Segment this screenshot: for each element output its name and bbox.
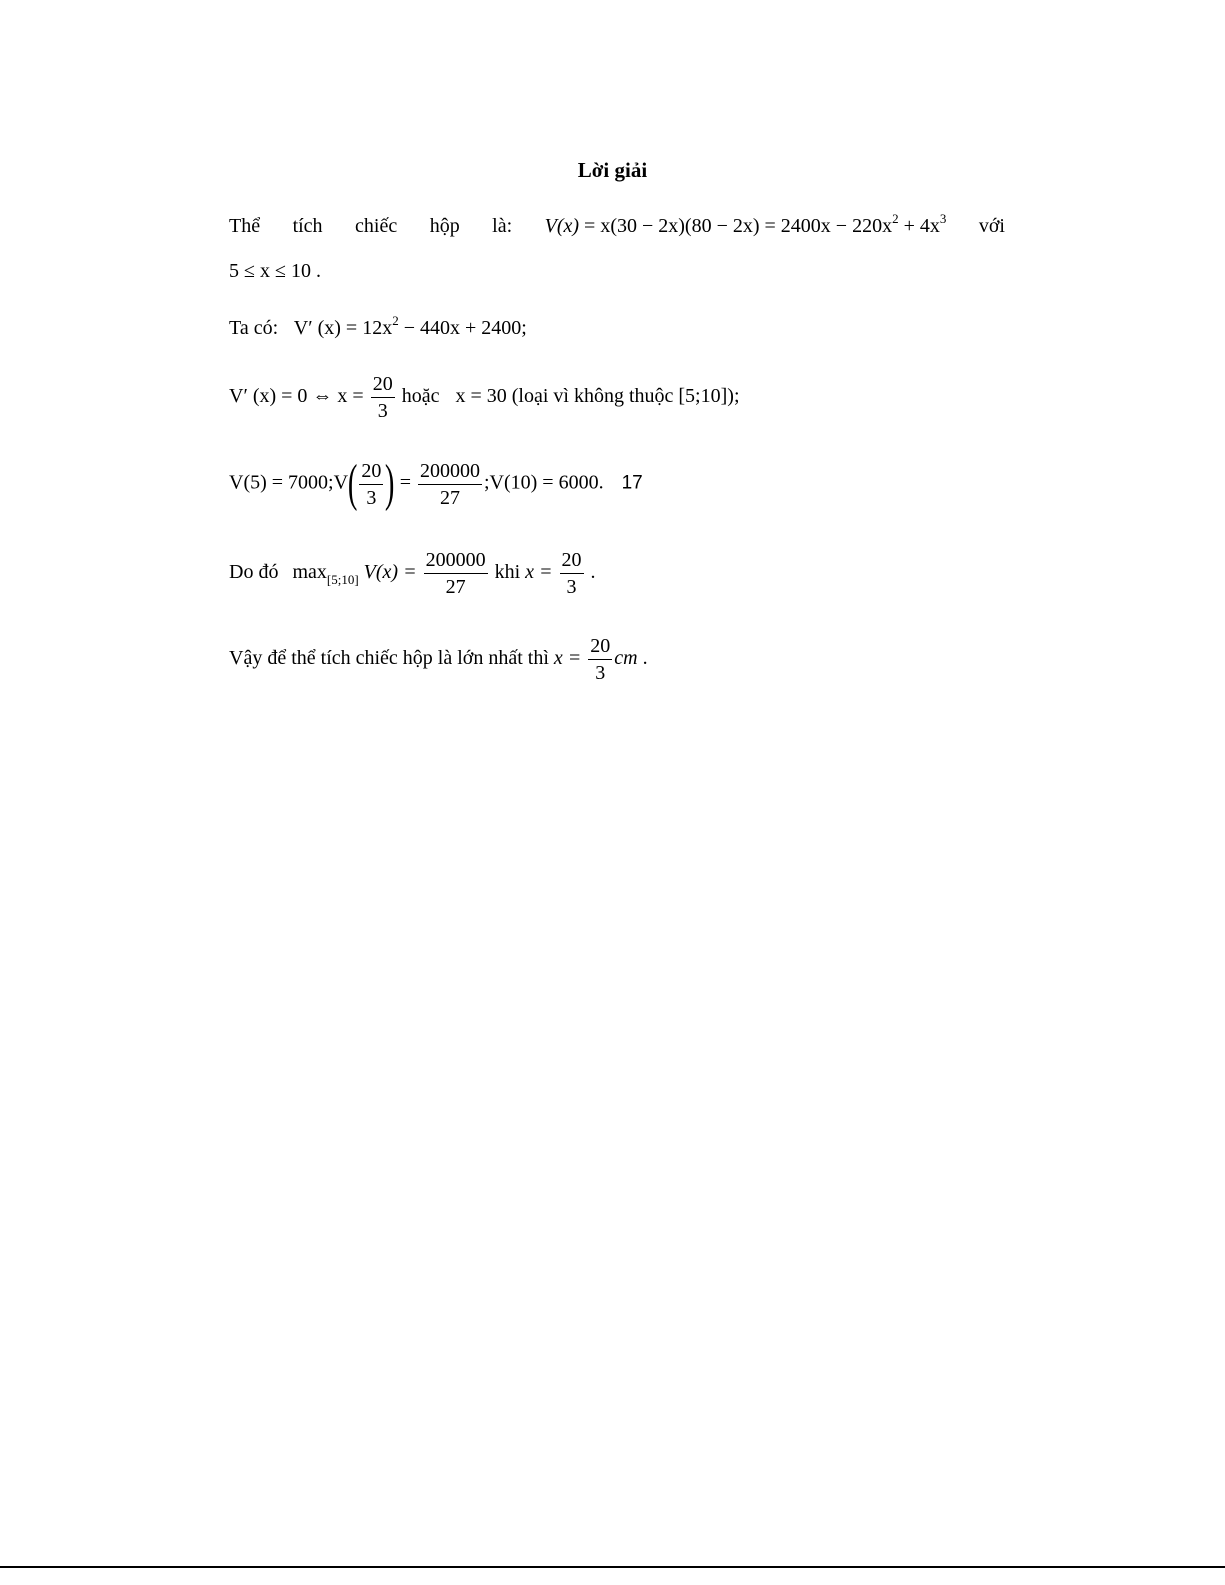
fraction-numerator: 200000 (418, 461, 482, 485)
max-operator: max (292, 561, 327, 584)
fraction-numerator: 200000 (424, 550, 488, 574)
right-paren: ) (385, 455, 395, 512)
fraction-numerator: 20 (371, 374, 395, 398)
interval: [5;10] (678, 385, 728, 408)
left-paren: ( (347, 455, 358, 512)
word-hoac: hoặc (401, 385, 440, 408)
fraction-20-over-3 (359, 461, 383, 508)
volume-formula (544, 211, 947, 237)
fraction-200000-over-27 (418, 461, 482, 508)
derivative-prefix: Ta có: (229, 317, 279, 339)
page-number: 17 (621, 472, 643, 494)
sentence-end: . (642, 647, 648, 670)
fraction-20-over-3 (560, 550, 584, 597)
word-the: Thể (229, 215, 261, 237)
fraction-denominator: 3 (566, 576, 577, 598)
word-hop: hộp (429, 215, 460, 237)
derivative-exponent: 2 (392, 313, 399, 328)
value-v10: ;V(10) = 6000. (483, 471, 604, 494)
equals-sign: = (399, 471, 411, 494)
fraction-denominator: 27 (439, 486, 460, 509)
word-tich: tích (292, 215, 323, 237)
x-equals: x = (553, 647, 582, 670)
domain-inequality: 5 ≤ x ≤ 10 . (229, 260, 321, 282)
excluded-note: (loại vì không thuộc (511, 385, 674, 408)
word-la: là: (492, 215, 513, 237)
fraction-denominator: 27 (445, 576, 466, 598)
final-sentence: Vậy để thể tích chiếc hộp là lớn nhất thì (229, 647, 549, 670)
page-title: Lời giải (577, 158, 648, 182)
fraction-numerator: 20 (588, 636, 612, 660)
word-khi: khi (494, 561, 521, 584)
fraction-20-over-3 (588, 636, 612, 683)
max-vx: V(x) = (363, 561, 417, 584)
volume-formula-line (229, 211, 1005, 237)
derivative-rhs: − 440x + 2400; (403, 317, 527, 339)
final-answer-line (229, 636, 648, 683)
bottom-rule (0, 1566, 1225, 1568)
unit-cm: cm (614, 647, 638, 670)
sentence-end: . (590, 561, 596, 584)
exponent-3: 3 (939, 211, 947, 226)
word-voi: với (978, 215, 1005, 237)
critical-points-line (229, 374, 740, 421)
conclusion-max-line (229, 550, 596, 597)
domain-line (229, 261, 321, 281)
do-do: Do đó (229, 561, 279, 584)
max-subscript: [5;10] (326, 572, 359, 588)
fraction-numerator: 20 (359, 461, 383, 485)
exponent-2: 2 (892, 211, 899, 226)
fraction-denominator: 3 (377, 400, 388, 422)
fraction-numerator: 20 (560, 550, 584, 574)
volume-lhs: V(x) (544, 215, 580, 237)
derivative-line (229, 313, 527, 339)
x-equals-30: x = 30 (455, 385, 507, 408)
critical-lhs: V′ (x) = 0 ⇔ x = (229, 385, 364, 408)
volume-plus-term: + 4x (903, 215, 940, 237)
fraction-denominator: 3 (366, 486, 377, 509)
note-end: ); (727, 385, 740, 408)
fraction-200000-over-27 (424, 550, 488, 597)
volume-rhs: = x(30 − 2x)(80 − 2x) = 2400x − 220x (584, 215, 893, 237)
derivative-lhs: V′ (x) = 12x (293, 317, 393, 339)
fraction-20-over-3 (371, 374, 395, 421)
x-equals: x = (525, 561, 553, 584)
values-line (229, 455, 643, 512)
word-chiec: chiếc (355, 215, 398, 237)
fraction-denominator: 3 (595, 662, 606, 684)
value-v5: V(5) = 7000;V (229, 471, 349, 494)
